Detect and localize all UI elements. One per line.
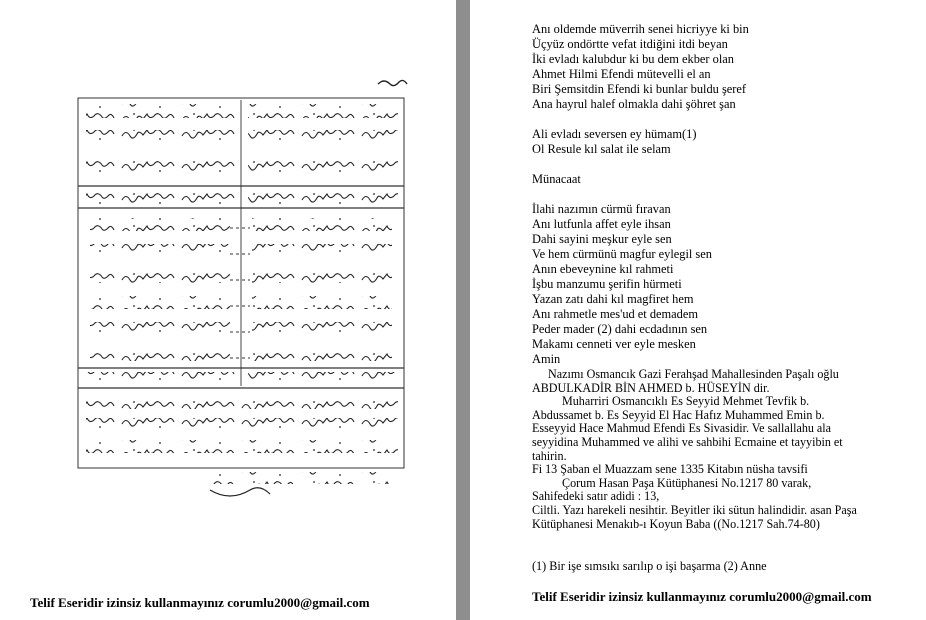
prose-line: Kütüphanesi Menakıb-ı Koyun Baba ((No.1217 Sah.74-80): [532, 516, 820, 531]
poem-line: Anın ebeveynine kıl rahmeti: [532, 262, 674, 276]
poem-line: Ol Resule kıl salat ile selam: [532, 142, 671, 156]
colophon-prose: [532, 368, 910, 531]
poem-line: İki evladı kalubdur ki bu dem ekber olan: [532, 52, 734, 66]
poem-line: Amin: [532, 352, 561, 366]
right-page: [470, 0, 926, 620]
prose-line: tahirin.: [532, 448, 567, 463]
poem-line: Münacaat: [532, 172, 581, 186]
poem-line: Peder mader (2) dahi ecdadının sen: [532, 322, 708, 336]
poem-line: Ana hayrul halef olmakla dahi şöhret şan: [532, 97, 736, 111]
poem-line: Makamı cenneti ver eyle mesken: [532, 337, 696, 351]
prose-line: Muharriri Osmancıklı Es Seyyid Mehmet Tevfik b.: [562, 394, 810, 409]
poem-line: Dahi sayini meşkur eyle sen: [532, 232, 672, 246]
manuscript-scan-image: [60, 78, 422, 518]
prose-line: Sahifedeki satır adidi : 13,: [532, 489, 660, 504]
poem-line: İlahi nazımın cürmü fıravan: [532, 202, 671, 216]
page-gutter-divider: [456, 0, 470, 620]
poem-stanza-gap: [532, 112, 912, 127]
poem-line: Ahmet Hilmi Efendi mütevelli el an: [532, 67, 711, 81]
prose-line: Nazımı Osmancık Gazi Ferahşad Mahallesinden Paşalı oğlu: [548, 367, 839, 381]
footer-copyright-right: Telif Eseridir izinsiz kullanmayınız corumlu2000@gmail.com: [532, 589, 872, 604]
prose-line: Ciltli. Yazı harekeli nesihtir. Beyitler iki sütun halindidir. asan Paşa: [532, 502, 857, 517]
footnote: (1) Bir işe sımsıkı sarılıp o işi başarma (2) Anne: [532, 559, 767, 573]
poem-line: Üçyüz ondörtte vefat itdiğini itdi beyan: [532, 37, 728, 51]
footer-copyright-left: Telif Eseridir izinsiz kullanmayınız corumlu2000@gmail.com: [30, 595, 370, 610]
poem-block: [532, 22, 912, 367]
poem-line: Anı rahmetle mes'ud et demadem: [532, 307, 699, 321]
poem-line: Anı oldemde müverrih senei hicriyye ki bin: [532, 22, 749, 36]
poem-line: Ve hem cürmünü magfur eylegil sen: [532, 247, 712, 261]
prose-line: seyyidina Muhammed ve alihi ve sahbihi Ecmaine et tayyibin et: [532, 434, 843, 449]
poem-line: Yazan zatı dahi kıl magfiret hem: [532, 292, 694, 306]
poem-line: Biri Şemsitdin Efendi ki bunlar buldu şeref: [532, 82, 747, 96]
prose-line: Fi 13 Şaban el Muazzam sene 1335 Kitabın nüsha tavsifi: [532, 462, 808, 477]
prose-line: Esseyyid Hace Mahmud Efendi Es Sivasidir. Ve sallallahu ala: [532, 421, 832, 436]
left-page: [0, 0, 456, 620]
poem-stanza-gap: [532, 157, 912, 172]
poem-line: Anı lutfunla affet eyle ihsan: [532, 217, 671, 231]
poem-stanza-gap: [532, 187, 912, 202]
prose-line: Çorum Hasan Paşa Kütüphanesi No.1217 80 varak,: [562, 475, 812, 490]
prose-line: Abdussamet b. Es Seyyid El Hac Hafız Muhammed Emin b.: [532, 407, 825, 422]
prose-line: ABDULKADİR BİN AHMED b. HÜSEYİN dir.: [532, 380, 770, 395]
poem-line: İşbu manzumu şerifin hürmeti: [532, 277, 682, 291]
poem-line: Ali evladı seversen ey hümam(1): [532, 127, 697, 141]
